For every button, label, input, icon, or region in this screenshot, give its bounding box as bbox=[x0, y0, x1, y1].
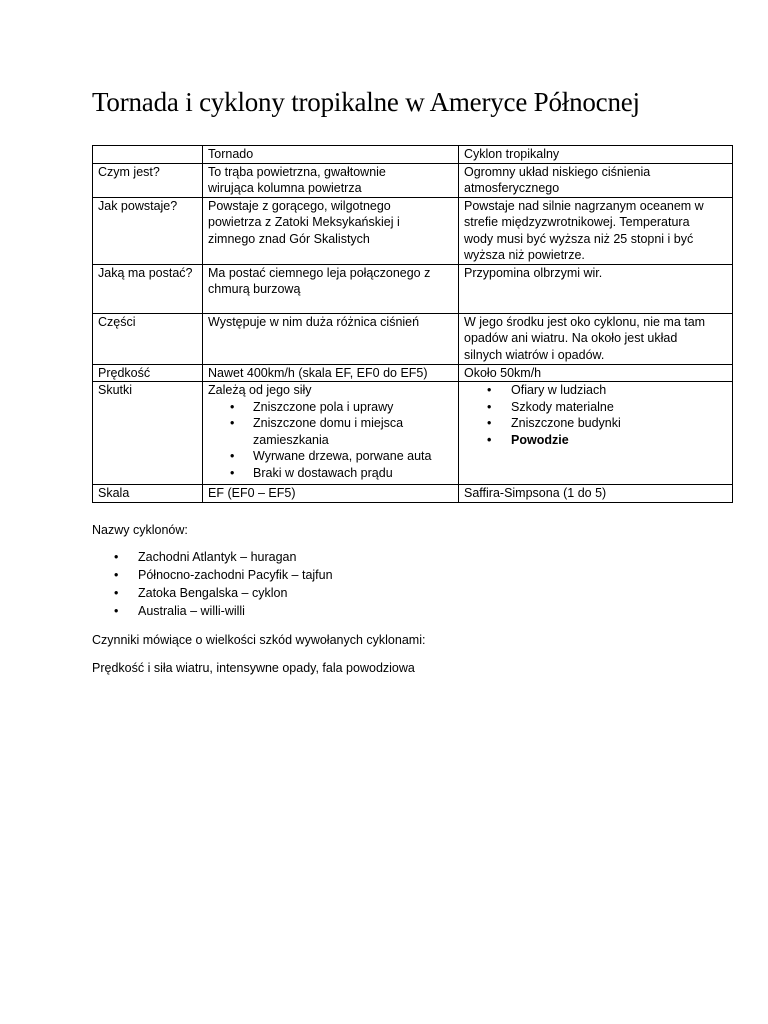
tornado-cell bbox=[203, 382, 459, 485]
cell-line: Powstaje z gorącego, wilgotnego bbox=[208, 198, 391, 213]
list-item bbox=[208, 448, 453, 465]
tornado-cell bbox=[203, 163, 459, 197]
tornado-cell bbox=[203, 313, 459, 364]
list-item-text: Północno-zachodni Pacyfik – tajfun bbox=[138, 568, 333, 582]
bullet-icon: • bbox=[230, 399, 235, 414]
table-row bbox=[93, 197, 733, 264]
list-item bbox=[464, 382, 727, 399]
cell-line: Około 50km/h bbox=[464, 365, 542, 380]
cyclone-names-list bbox=[92, 548, 333, 620]
cell-line: Ogromny układ niskiego ciśnienia bbox=[464, 164, 651, 179]
list-item bbox=[208, 399, 453, 416]
cell-line: Przypomina olbrzymi wir. bbox=[464, 265, 603, 280]
table-row bbox=[93, 163, 733, 197]
bullet-icon: • bbox=[114, 568, 119, 582]
list-item bbox=[464, 415, 727, 432]
list-item bbox=[464, 399, 727, 416]
list-item bbox=[208, 465, 453, 482]
cell-line: Występuje w nim duża różnica ciśnień bbox=[208, 314, 420, 329]
list-item-text: zamieszkania bbox=[253, 432, 329, 447]
table-row bbox=[93, 382, 733, 485]
factors-question: Czynniki mówiące o wielkości szkód wywołanych cyklonami: bbox=[92, 633, 426, 647]
row-label: Jak powstaje? bbox=[93, 197, 203, 264]
table-header-cell bbox=[93, 146, 203, 164]
tornado-effects-list bbox=[208, 399, 453, 482]
list-item-text: Zniszczone pola i uprawy bbox=[253, 399, 394, 414]
cell-line: To trąba powietrzna, gwałtownie bbox=[208, 164, 386, 179]
cyclone-names-heading: Nazwy cyklonów: bbox=[92, 523, 188, 537]
list-item-text: Zniszczone domu i miejsca bbox=[253, 416, 404, 430]
table-header-cell: Tornado bbox=[203, 146, 459, 164]
list-item-text: Powodzie bbox=[511, 432, 569, 447]
cell-line: opadów ani wiatru. Na około jest układ bbox=[464, 331, 678, 345]
factors-answer: Prędkość i siła wiatru, intensywne opady, fala powodziowa bbox=[92, 661, 415, 675]
list-item bbox=[208, 415, 453, 448]
list-item bbox=[92, 602, 333, 620]
list-item-text: Braki w dostawach prądu bbox=[253, 465, 393, 480]
tornado-cell bbox=[203, 264, 459, 313]
list-item-text: Wyrwane drzewa, porwane auta bbox=[253, 449, 432, 463]
row-label: Prędkość bbox=[93, 364, 203, 382]
list-item-text: Zatoka Bengalska – cyklon bbox=[138, 586, 288, 600]
list-item-text: Szkody materialne bbox=[511, 399, 614, 414]
list-item-text: Ofiary w ludziach bbox=[511, 383, 607, 397]
row-label: Jaką ma postać? bbox=[93, 264, 203, 313]
cell-line: atmosferycznego bbox=[464, 181, 560, 195]
table-row bbox=[93, 364, 733, 382]
row-label: Czym jest? bbox=[93, 163, 203, 197]
cell-line: zimnego znad Gór Skalistych bbox=[208, 231, 370, 246]
list-item-text: Zniszczone budynki bbox=[511, 416, 621, 430]
bullet-icon: • bbox=[487, 432, 492, 447]
bullet-icon: • bbox=[230, 416, 235, 430]
cyclone-cell bbox=[459, 313, 733, 364]
bullet-icon: • bbox=[487, 399, 492, 414]
cell-line: Nawet 400km/h (skala EF, EF0 do EF5) bbox=[208, 365, 428, 380]
list-item bbox=[92, 566, 333, 584]
list-item-text: Zachodni Atlantyk – huragan bbox=[138, 550, 297, 564]
bullet-icon: • bbox=[487, 383, 492, 397]
list-item bbox=[92, 584, 333, 602]
list-item-text: Australia – willi-willi bbox=[138, 604, 245, 618]
cell-line: wirująca kolumna powietrza bbox=[208, 181, 362, 195]
cell-line: Zależą od jego siły bbox=[208, 383, 312, 397]
cyclone-cell bbox=[459, 197, 733, 264]
cyclone-cell bbox=[459, 163, 733, 197]
tornado-cell bbox=[203, 485, 459, 503]
table-row bbox=[93, 485, 733, 503]
cell-line: silnych wiatrów i opadów. bbox=[464, 347, 605, 362]
tornado-cell bbox=[203, 197, 459, 264]
row-label: Części bbox=[93, 313, 203, 364]
cell-line: chmurą burzową bbox=[208, 282, 301, 296]
cell-line: W jego środku jest oko cyklonu, nie ma tam bbox=[464, 314, 706, 329]
bullet-icon: • bbox=[114, 586, 119, 600]
cyclone-cell bbox=[459, 264, 733, 313]
cyclone-cell bbox=[459, 382, 733, 485]
bullet-icon: • bbox=[230, 465, 235, 480]
list-item bbox=[464, 432, 727, 449]
table-row bbox=[93, 264, 733, 313]
bullet-icon: • bbox=[114, 550, 119, 564]
table-header-cell: Cyklon tropikalny bbox=[459, 146, 733, 164]
bullet-icon: • bbox=[487, 416, 492, 430]
cell-line: wyższa niż powietrze. bbox=[464, 248, 585, 262]
comparison-table bbox=[92, 145, 733, 503]
table-header-row bbox=[93, 146, 733, 164]
cell-line: Ma postać ciemnego leja połączonego z bbox=[208, 265, 431, 280]
cyclone-cell bbox=[459, 485, 733, 503]
table-row bbox=[93, 313, 733, 364]
cell-line: wody musi być wyższa niż 25 stopni i być bbox=[464, 231, 694, 246]
tornado-cell bbox=[203, 364, 459, 382]
cell-line: Powstaje nad silnie nagrzanym oceanem w bbox=[464, 198, 704, 213]
bullet-icon: • bbox=[114, 604, 119, 618]
cell-line: Saffira-Simpsona (1 do 5) bbox=[464, 486, 607, 500]
cell-line: EF (EF0 – EF5) bbox=[208, 486, 296, 500]
document-title: Tornada i cyklony tropikalne w Ameryce Północnej bbox=[92, 87, 640, 117]
cyclone-effects-list bbox=[464, 382, 727, 448]
list-item bbox=[92, 548, 333, 566]
row-label: Skala bbox=[93, 485, 203, 503]
cyclone-cell bbox=[459, 364, 733, 382]
bullet-icon: • bbox=[230, 449, 235, 463]
cell-line: strefie międzyzwrotnikowej. Temperatura bbox=[464, 215, 690, 229]
row-label: Skutki bbox=[93, 382, 203, 485]
cell-line: powietrza z Zatoki Meksykańskiej i bbox=[208, 215, 400, 229]
